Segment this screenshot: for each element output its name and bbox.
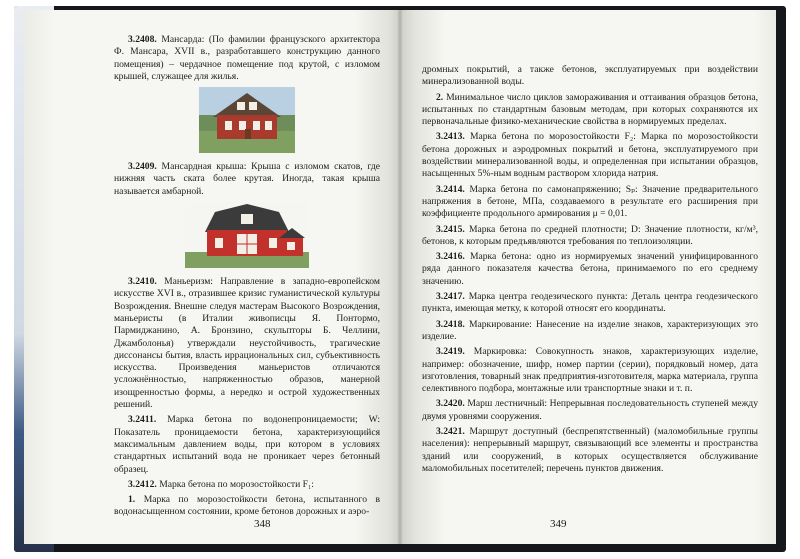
entry-3-2413: 3.2413. Марка бетона по морозостойкости F₂: Марка по морозостойкости бетона дорожных и аэродромных покрытий и бетона, эксплуатируемого при воздействии минерализованной воды, и определенная при испытании образцов, насыщенных 5%-ным водным раствором хлорида натрия.: [422, 131, 758, 180]
entry-3-2409: 3.2409. Мансардная крыша: Крыша с изломом скатов, где нижняя часть ската более крутая. Иногда, такая крыша называется амбарной.: [114, 161, 380, 197]
entry-3-2416: 3.2416. Марка бетона: одно из нормируемых значений унифицированного ряда данного показателя качества бетона, принимаемого по его среднему значению.: [422, 251, 758, 287]
entry-3-2408: 3.2408. Мансарда: (По фамилии французского архитектора Ф. Мансара, XVII в., разработавшего конструкцию данного помещения) – чердачное помещение под крутой, с изломом крышей, служащее для жилья.: [114, 34, 380, 82]
barn-roof-house-illustration: [185, 202, 309, 268]
entry-3-2421: 3.2421. Маршрут доступный (беспрепятственный) (маломобильные группы населения): непрерывный маршрут, связывающий все элементы и пространства зданий или сооружений, в которых осуществляется обслуживание маломобильных посетителей; перечень пунктов движения.: [422, 426, 758, 474]
book-gutter: [397, 10, 403, 544]
entry-3-2411: 3.2411. Марка бетона по водонепроницаемости; W: Показатель проницаемости бетона, характеризующийся максимальным давлением воды, при котором в условиях стандартных испытаний вода не проникает через бетонный образец.: [114, 414, 380, 475]
entry-3-2417: 3.2417. Марка центра геодезического пункта: Деталь центра геодезического пункта, имеющая метку, к которой относят его координаты.: [422, 291, 758, 315]
entry-3-2412-item-1: 1. Марка по морозостойкости бетона, испытанного в водонасыщенном состоянии, кроме бетонов дорожных и аэро-: [114, 494, 381, 518]
entry-3-2410: 3.2410. Маньеризм: Направление в западно-европейском искусстве XVI в., отразившее кризис гуманистической культуры Возрождения. Внешне следуя мастерам Высокого Возрождения, маньеристы (в Италии живописцы Я. Понтормо, Пармиджанино, А. Бронзино, скульпторы Б. Челлини, Джамболонья) утверждали неустойчивость, трагические диссонансы бытия, власть иррациональных сил, субъективность искусства. Произведения маньеристов отличаются усложнённостью, напряженностью образов, манерной изощренностью формы, а нередко и острой художественных решений.: [114, 276, 380, 411]
entry-3-2414: 3.2414. Марка бетона по самонапряжению; Sₚ: Значение предварительного напряжения в бетоне, МПа, создаваемого в результате его расширения при коэффициенте продольного армирования μ = 0,01.: [422, 183, 758, 220]
page-number-left: 348: [254, 518, 271, 530]
entry-3-2412: 3.2412. Марка бетона по морозостойкости F₁:: [128, 478, 314, 490]
entry-3-2419: 3.2419. Маркировка: Совокупность знаков, характеризующих изделие, например: обозначение, шифр, номер партии (серии), порядковый номер, дата изготовления, товарный знак предприятия-изготовителя, марка материала, группа селективного подбора, монтажные или транспортные знаки и т. п.: [422, 346, 758, 395]
entry-3-2418: 3.2418. Маркирование: Нанесение на изделие знаков, характеризующих это изделие.: [422, 318, 758, 342]
mansard-house-illustration: [199, 87, 295, 153]
right-page: [400, 10, 776, 544]
left-page: [24, 10, 400, 544]
entry-3-2412-item-2: 2. Минимальное число циклов замораживания и оттаивания образцов бетона, испытанных по стандартным базовым методам, при которых сохраняются их первоначальные физико-механические свойства в нормируемых пределах.: [422, 91, 758, 128]
entry-3-2415: 3.2415. Марка бетона по средней плотности; D: Значение плотности, кг/м³, бетонов, к которым предъявляются требования по теплоизоляции.: [422, 223, 759, 247]
entry-3-2420: 3.2420. Марш лестничный: Непрерывная последовательность ступеней между двумя уровнями сооружения.: [422, 398, 758, 422]
page-number-right: 349: [550, 518, 567, 530]
continuation-text: дромных покрытий, а также бетонов, эксплуатируемых при воздействии минерализованной воды.: [422, 64, 758, 88]
